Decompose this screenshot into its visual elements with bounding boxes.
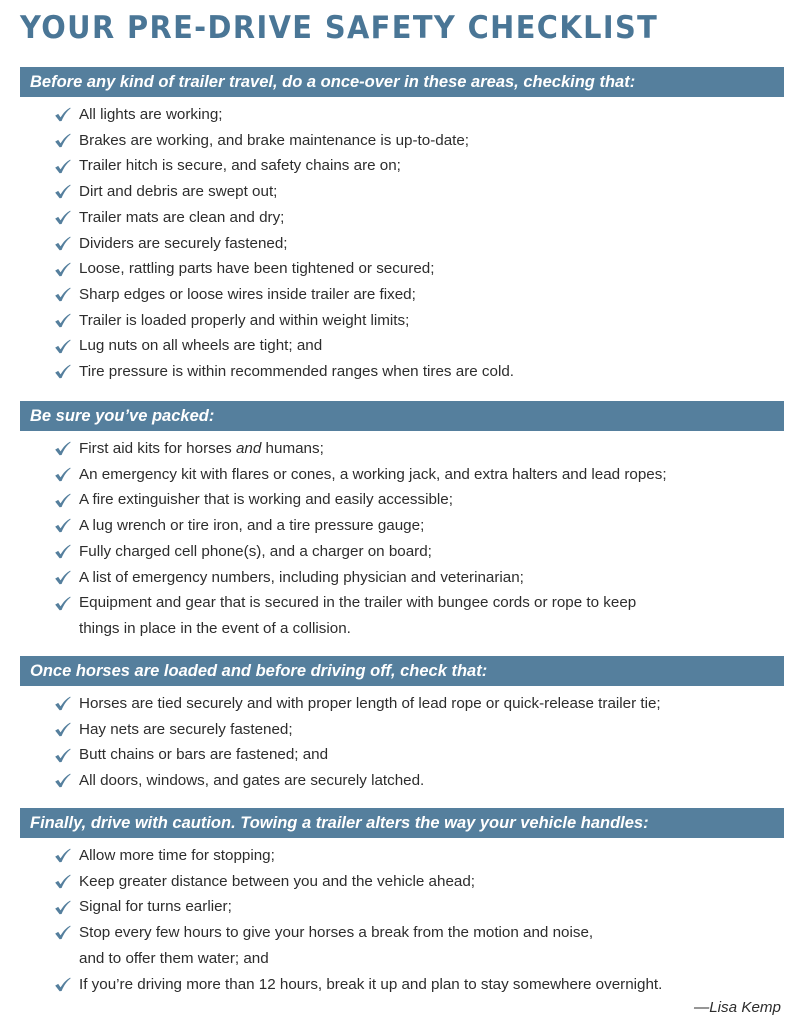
checkmark-icon: [52, 359, 72, 385]
checkmark-icon: [52, 539, 72, 565]
checkmark-icon: [52, 205, 72, 231]
section-header: Finally, drive with caution. Towing a trailer alters the way your vehicle handles:: [20, 808, 784, 838]
checkmark-icon: [52, 153, 72, 179]
checklist-item-text: Dirt and debris are swept out;: [79, 183, 278, 201]
checklist-item: [0, 462, 803, 488]
checklist-item: [0, 920, 803, 971]
checklist-item: [0, 869, 803, 895]
checkmark-icon: [52, 513, 72, 539]
checkmark-icon: [52, 462, 72, 488]
checklist-item-text: Stop every few hours to give your horses a break from the motion and noise, and to offer them water; and: [79, 924, 594, 967]
checklist-item: [0, 153, 803, 179]
checklist-item: [0, 179, 803, 205]
checkmark-icon: [52, 102, 72, 128]
checklist-item-text: Loose, rattling parts have been tightened or secured;: [79, 260, 435, 278]
checklist-items: [0, 691, 803, 794]
checklist-items: [0, 843, 803, 997]
checklist-item-text: If you’re driving more than 12 hours, break it up and plan to stay somewhere overnight.: [79, 975, 663, 993]
checkmark-icon: [52, 282, 72, 308]
checklist-item: [0, 128, 803, 154]
checkmark-icon: [52, 231, 72, 257]
checkmark-icon: [52, 308, 72, 334]
checklist-item-text: Lug nuts on all wheels are tight; and: [79, 337, 323, 355]
checklist-item: [0, 436, 803, 462]
checklist-item: [0, 717, 803, 743]
checklist-item-text: Hay nets are securely fastened;: [79, 720, 293, 738]
checklist-items: [0, 436, 803, 642]
checklist-item-text: Trailer mats are clean and dry;: [79, 208, 285, 226]
checkmark-icon: [52, 487, 72, 513]
checklist-item-text: Trailer is loaded properly and within weight limits;: [79, 311, 410, 329]
checklist-item-text: Signal for turns earlier;: [79, 898, 232, 916]
checklist-item: [0, 333, 803, 359]
checklist-item: [0, 843, 803, 869]
checklist-item-text: All doors, windows, and gates are securely latched.: [79, 772, 425, 790]
checklist-item-text: Brakes are working, and brake maintenance is up-to-date;: [79, 131, 470, 149]
checklist-item: [0, 256, 803, 282]
checkmark-icon: [52, 590, 72, 616]
checkmark-icon: [52, 717, 72, 743]
checkmark-icon: [52, 869, 72, 895]
checkmark-icon: [52, 894, 72, 920]
checklist-item: [0, 691, 803, 717]
checkmark-icon: [52, 333, 72, 359]
checklist-item: [0, 768, 803, 794]
checkmark-icon: [52, 972, 72, 998]
checklist-item: [0, 565, 803, 591]
checklist-item-text: Dividers are securely fastened;: [79, 234, 288, 252]
checklist-item-text: A fire extinguisher that is working and easily accessible;: [79, 491, 453, 509]
checklist-item: [0, 742, 803, 768]
checklist-item: [0, 359, 803, 385]
checkmark-icon: [52, 565, 72, 591]
checklist-item-text: Horses are tied securely and with proper length of lead rope or quick-release trailer tie;: [79, 695, 661, 712]
section-header: Be sure you’ve packed:: [20, 401, 784, 431]
checkmark-icon: [52, 691, 72, 717]
checklist-item-text: Sharp edges or loose wires inside trailer are fixed;: [79, 285, 416, 303]
checklist-item: [0, 513, 803, 539]
checklist-item-text: A lug wrench or tire iron, and a tire pressure gauge;: [79, 517, 425, 535]
checklist-item-text: Keep greater distance between you and the vehicle ahead;: [79, 872, 476, 890]
checklist-item: [0, 894, 803, 920]
section-header: Once horses are loaded and before driving off, check that:: [20, 656, 784, 686]
checklist-item-text: Tire pressure is within recommended ranges when tires are cold.: [79, 363, 515, 381]
checklist-item-text: All lights are working;: [79, 106, 223, 123]
checkmark-icon: [52, 920, 72, 946]
checkmark-icon: [52, 179, 72, 205]
author-signature: —Lisa Kemp: [694, 999, 781, 1016]
checklist-item: [0, 231, 803, 257]
checklist-item-text: An emergency kit with flares or cones, a working jack, and extra halters and lead ropes;: [79, 465, 667, 483]
section-header: Before any kind of trailer travel, do a once-over in these areas, checking that:: [20, 67, 784, 97]
checklist-items: [0, 102, 803, 385]
checkmark-icon: [52, 256, 72, 282]
checklist-item-text: First aid kits for horses and humans;: [79, 440, 324, 457]
checklist-item: [0, 282, 803, 308]
checklist-item: [0, 205, 803, 231]
checklist-item-text: Trailer hitch is secure, and safety chains are on;: [79, 157, 401, 175]
page-title: YOUR PRE-DRIVE SAFETY CHECKLIST: [20, 10, 659, 46]
checkmark-icon: [52, 436, 72, 462]
checklist-item-text: Butt chains or bars are fastened; and: [79, 746, 329, 764]
checkmark-icon: [52, 768, 72, 794]
checklist-item: [0, 590, 803, 641]
checklist-item: [0, 972, 803, 998]
checklist-item: [0, 102, 803, 128]
checkmark-icon: [52, 742, 72, 768]
checklist-item: [0, 487, 803, 513]
checklist-item-text: Equipment and gear that is secured in the trailer with bungee cords or rope to keep things in place in the event of a collision.: [79, 594, 637, 637]
checklist-item: [0, 308, 803, 334]
checklist-item: [0, 539, 803, 565]
checklist-item-text: Allow more time for stopping;: [79, 847, 275, 864]
checklist-item-text: A list of emergency numbers, including physician and veterinarian;: [79, 568, 524, 586]
checkmark-icon: [52, 128, 72, 154]
checklist-item-text: Fully charged cell phone(s), and a charger on board;: [79, 542, 432, 560]
checkmark-icon: [52, 843, 72, 869]
